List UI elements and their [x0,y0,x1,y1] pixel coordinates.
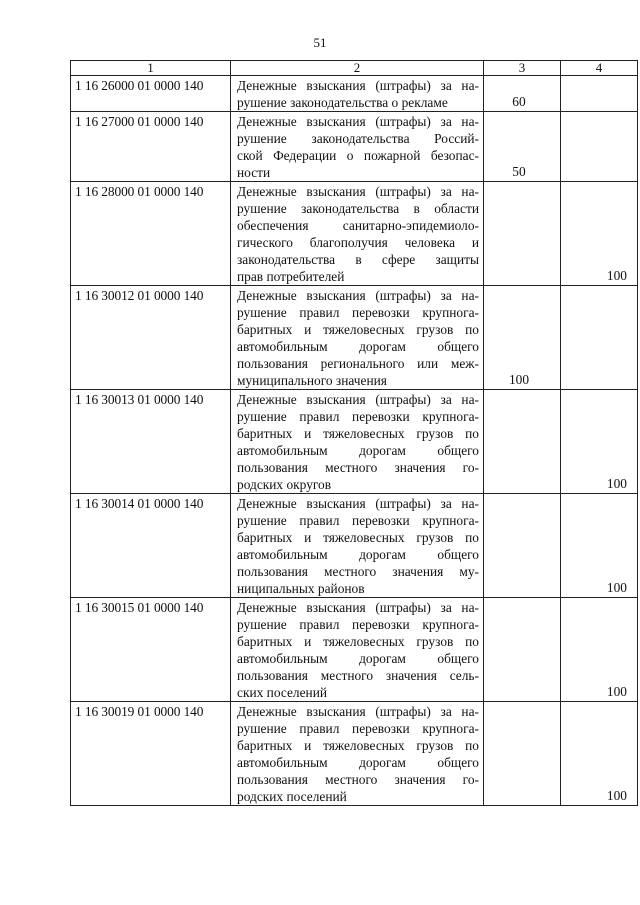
row-value-col4: 100 [561,182,638,286]
description-line: автомобильным дорогам общего [237,651,479,666]
description-line: муниципального значения [237,373,387,388]
row-value-col4 [561,286,638,390]
description-line: рушение правил перевозки крупнога- [237,305,479,320]
description-line: ности [237,165,271,180]
row-code: 1 16 30013 01 0000 140 [71,390,231,494]
table-header-row [71,61,638,76]
description-line: ниципальных районов [237,581,365,596]
description-line: пользования местного значения сель- [237,668,479,683]
description-line: Денежные взыскания (штрафы) за на- [237,704,479,719]
table-row [71,494,638,598]
description-line: ских поселений [237,685,328,700]
row-value-col3 [484,598,561,702]
description-line: ской Федерации о пожарной безопас- [237,148,479,163]
description-line: обеспечения санитарно-эпидемиоло- [237,218,479,233]
description-line: Денежные взыскания (штрафы) за на- [237,600,479,615]
row-description [231,390,484,494]
description-line: родских округов [237,477,332,492]
description-line: баритных и тяжеловесных грузов по [237,738,479,753]
row-description [231,76,484,112]
table-row [71,112,638,182]
header-col-4: 4 [561,61,638,76]
description-line: баритных и тяжеловесных грузов по [237,634,479,649]
header-col-2: 2 [231,61,484,76]
description-line: Денежные взыскания (штрафы) за на- [237,392,479,407]
row-value-col3 [484,182,561,286]
description-line: рушение правил перевозки крупнога- [237,513,479,528]
row-value-col3: 100 [484,286,561,390]
page-number: 51 [313,35,327,50]
description-line: автомобильным дорогам общего [237,755,479,770]
revenue-table [70,60,638,806]
row-code: 1 16 30015 01 0000 140 [71,598,231,702]
description-line: пользования местного значения го- [237,772,479,787]
table-row [71,286,638,390]
row-value-col3 [484,390,561,494]
description-line: рушение законодательства Россий- [237,131,479,146]
description-line: пользования местного значения му- [237,564,479,579]
row-code: 1 16 30019 01 0000 140 [71,702,231,806]
row-description [231,182,484,286]
row-value-col4 [561,112,638,182]
row-value-col3 [484,494,561,598]
description-line: рушение правил перевозки крупнога- [237,617,479,632]
row-code: 1 16 27000 01 0000 140 [71,112,231,182]
table-row [71,390,638,494]
description-line: законодательства в сфере защиты [237,252,479,267]
row-description [231,112,484,182]
description-line: родских поселений [237,789,347,804]
row-value-col4 [561,76,638,112]
row-code: 1 16 26000 01 0000 140 [71,76,231,112]
table-row [71,182,638,286]
description-line: гического благополучия человека и [237,235,479,250]
table-row [71,702,638,806]
header-col-3: 3 [484,61,561,76]
description-line: рушение законодательства о рекламе [237,95,448,110]
table-row [71,598,638,702]
row-value-col4: 100 [561,702,638,806]
row-value-col3: 50 [484,112,561,182]
row-value-col4: 100 [561,390,638,494]
description-line: рушение правил перевозки крупнога- [237,409,479,424]
row-value-col4: 100 [561,598,638,702]
header-col-1: 1 [71,61,231,76]
row-value-col4: 100 [561,494,638,598]
description-line: пользования регионального или меж- [237,356,479,371]
description-line: рушение правил перевозки крупнога- [237,721,479,736]
row-code: 1 16 28000 01 0000 140 [71,182,231,286]
description-line: автомобильным дорогам общего [237,547,479,562]
row-code: 1 16 30012 01 0000 140 [71,286,231,390]
description-line: баритных и тяжеловесных грузов по [237,322,479,337]
description-line: баритных и тяжеловесных грузов по [237,426,479,441]
description-line: баритных и тяжеловесных грузов по [237,530,479,545]
description-line: автомобильным дорогам общего [237,339,479,354]
row-description [231,286,484,390]
row-code: 1 16 30014 01 0000 140 [71,494,231,598]
row-value-col3: 60 [484,76,561,112]
description-line: пользования местного значения го- [237,460,479,475]
description-line: рушение законодательства в области [237,201,479,216]
row-description [231,494,484,598]
row-value-col3 [484,702,561,806]
table-row [71,76,638,112]
description-line: Денежные взыскания (штрафы) за на- [237,114,479,129]
description-line: прав потребителей [237,269,345,284]
row-description [231,598,484,702]
description-line: Денежные взыскания (штрафы) за на- [237,288,479,303]
row-description [231,702,484,806]
description-line: автомобильным дорогам общего [237,443,479,458]
description-line: Денежные взыскания (штрафы) за на- [237,78,479,93]
description-line: Денежные взыскания (штрафы) за на- [237,496,479,511]
description-line: Денежные взыскания (штрафы) за на- [237,184,479,199]
